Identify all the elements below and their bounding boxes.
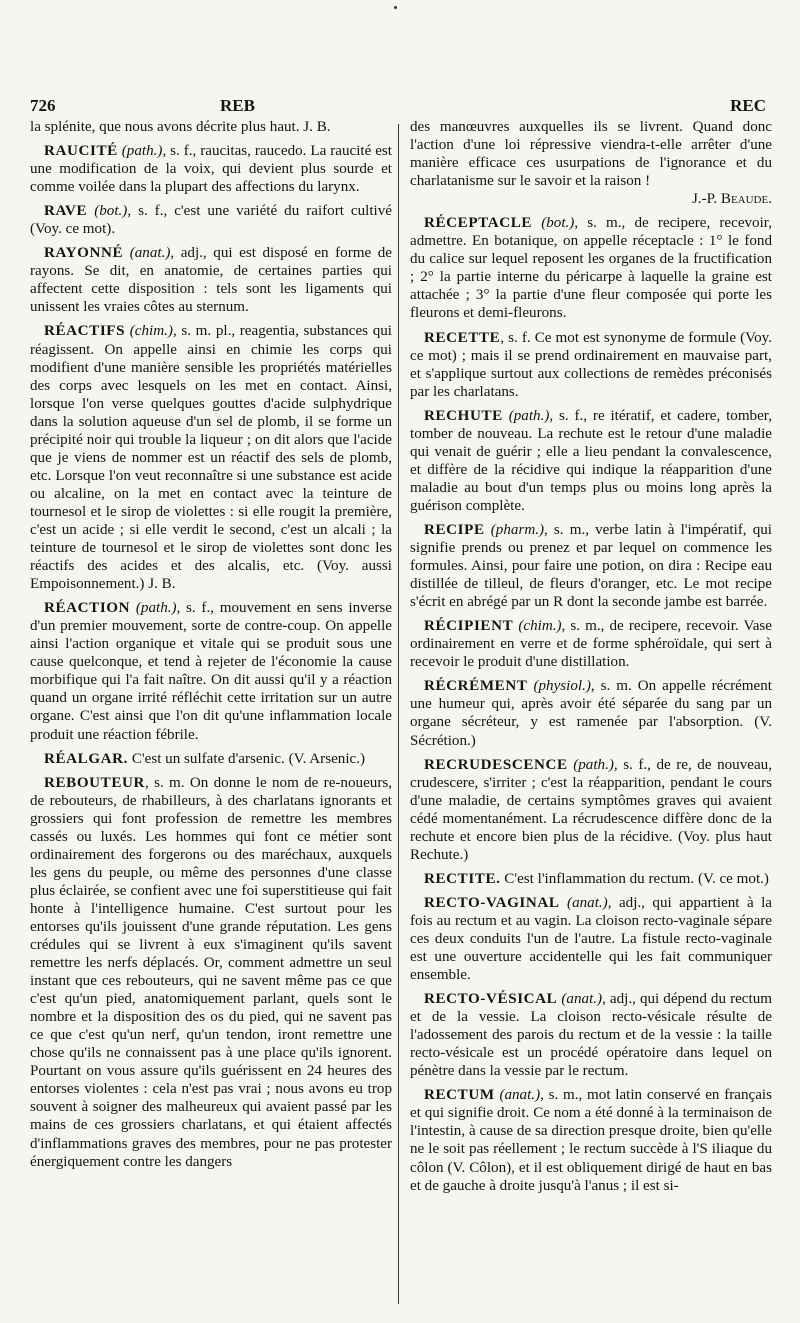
right-column <box>410 118 772 1201</box>
page-number: 726 <box>30 96 56 115</box>
entry-text: , s. m. On donne le nom de re-noueurs, de rebouteurs, de rhabilleurs, à des charlatans ignorants et grossiers qui font profession de remettre les membres cassés ou luxés. Les hommes qui font ce métier sont ordinairement des forgerons ou des maréchaux, auxquels les gens du peuple, ou même des personnes d'une classe plus éclairée, se confient avec une foi superstitieuse qui fait honte à l'intelligence humaine. C'est surtout pour les entorses qu'ils jouissent d'une grande réputation. Les gens crédules qui se livrent à eux s'imaginent qu'ils savent remettre les nerfs déplacés. Or, comment admettre un seul instant que ces rebouteurs, qui ne savent même pas ce que c'est qu'un pied, anatomiquement parlant, quels sont le nombre et la disposition des os du pied, qui ne savent pas ce que c'est qu'un nerf, qu'un tendon, iront remettre une chose qu'ils ne connaissent pas à une place qu'ils ignorent. Pourtant on vous assure qu'ils guérissent en 24 heures des entorses violentes : cela n'est pas vrai ; nous avons eu trop souvent à soigner des malheureux qui avaient passé par les mains de ces grossiers charlatans, et qui étaient affectés d'inflammations graves des membres, pour ne pas protester énergiquement contre les dangers <box>30 774 392 1170</box>
entry-text: la splénite, que nous avons décrite plus haut. J. B. <box>30 119 331 135</box>
left-running-head: REB <box>220 96 255 115</box>
entry-rayonne <box>30 244 392 316</box>
entry-text: , s. m. pl., reagentia, substances qui réagissent. On appelle ainsi en chimie les corps qui modifient d'une manière sensible les propriétés matérielles des corps avec lesquels on les met en contact. Ainsi, lorsque l'on verse quelques gouttes d'acide sulphydrique dans la solution aqueuse d'un sel de plomb, il se forme un précipité noir qui trouble la liqueur ; on dit alors que l'acide que je viens de nommer est un réactif des sels de plomb, etc. Lorsque l'on veut reconnaître si une substance est acide ou alcaline, on la met en contact avec la teinture de tournesol et le sirop de violettes : si elle rougit la première, c'est un acide ; si elle verdit le second, c'est un alcali ; la teinture de tournesol et le sirop de violettes sont donc les réactifs des acides et des alcalis, etc. (Voy. aussi Empoisonnement.) J. B. <box>30 323 392 593</box>
print-speck <box>394 6 397 9</box>
entry-text: , s. m. On appelle récrément une humeur qui, après avoir été séparée du sang par un organe sécréteur, y est ramenée par l'absorption. (V. Sécrétion.) <box>410 678 772 749</box>
author-signature: J.-P. Beaude. <box>691 191 772 208</box>
entry-reaction <box>30 599 392 743</box>
headword: RÉACTION <box>44 600 131 617</box>
entry-text: C'est l'inflammation du rectum. (V. ce mot.) <box>500 870 769 887</box>
entry-raucite <box>30 142 392 196</box>
entry-recrement <box>410 677 772 749</box>
entry-realgar <box>30 750 392 768</box>
headword: RÉACTIFS <box>44 323 126 340</box>
entry-text: , s. m., verbe latin à l'impératif, qui signifie prends ou prenez et par lequel on commence les formules. Ainsi, pour faire une potion, on dira : Recipe eau distillée de tilleul, de fleurs d'oranger, etc. Le mot recipe s'écrit en abrégé par un R dont la seconde jambe est barrée. <box>410 521 772 611</box>
entry-rectum <box>410 1086 772 1194</box>
headword: RECHUTE <box>424 407 503 424</box>
headword: REBOUTEUR <box>44 774 146 791</box>
headword: RAUCITÉ <box>44 143 118 160</box>
entry-receptacle <box>410 214 772 322</box>
entry-recto-vaginal <box>410 894 772 984</box>
entry-rebouteur-cont <box>410 118 772 208</box>
right-running-head: REC <box>730 96 766 115</box>
entry-text: C'est un sulfate d'arsenic. (V. Arsenic.) <box>128 750 366 767</box>
domain-label: (path.) <box>508 407 550 424</box>
entry-text: , adj., qui dépend du rectum et de la vessie. La cloison recto-vésicale résulte de l'adossement des parois du rectum et de la vessie : la taille recto-vésicale est un procédé opératoire dans lequel on pénètre dans la vessie par le rectum. <box>410 991 772 1080</box>
headword: RÉCEPTACLE <box>424 215 533 232</box>
domain-label: (anat.) <box>499 1087 541 1104</box>
entry-text: , s. f., raucitas, raucedo. La raucité est une modification de la voix, qui devient plus sourde et comme voilée dans la plupart des affections du larynx. <box>30 143 392 196</box>
headword: RECTUM <box>424 1087 495 1104</box>
domain-label: (anat.) <box>561 991 603 1008</box>
entry-splenite <box>30 118 392 136</box>
entry-text: , s. f., mouvement en sens inverse d'un premier mouvement, sorte de contre-coup. On appelle ainsi l'action organique et vitale qui se produit sous une cause quelconque, et tend à rejeter de l'économie la cause morbifique qui l'a fait naître. On dit aussi qu'il y a réaction quand un organe irrité réfléchit cette irritation sur un autre organe. C'est ainsi que l'on dit qu'une inflammation locale produit une réaction fébrile. <box>30 600 392 743</box>
entry-text: , s. m., de recipere, recevoir. Vase ordinairement en verre et de forme sphéroïdale, qui sert à recevoir le produit d'une distillation. <box>410 618 772 671</box>
headword: RECTO-VÉSICAL <box>424 991 558 1008</box>
entry-rechute <box>410 407 772 515</box>
entry-text: , s. f. Ce mot est synonyme de formule (Voy. ce mot) ; mais il se prend ordinairement en mauvaise part, et s'applique surtout aux collections de remèdes préconisés par les charlatans. <box>410 329 772 400</box>
entry-text: , adj., qui est disposé en forme de rayons. Se dit, en anatomie, de certaines parties qui affectent cette disposition : tels sont les ligaments qui unissent les vraies côtes au sternum. <box>30 245 392 316</box>
entry-text: , s. f., c'est une variété du raifort cultivé (Voy. ce mot). <box>30 203 392 238</box>
domain-label: (bot.) <box>94 203 128 220</box>
entry-rectite <box>410 870 772 888</box>
headword: RAVE <box>44 203 88 220</box>
entry-reactifs <box>30 322 392 593</box>
entry-text: des manœuvres auxquelles ils se livrent. Quand donc l'action d'une loi répressive viendra-t-elle arrêter d'une manière efficace ces usurpations de l'ignorance et du charlatanisme sur le savoir et la raison ! <box>410 119 772 190</box>
entry-recipient <box>410 617 772 671</box>
headword: RÉALGAR. <box>44 750 129 767</box>
domain-label: (anat.) <box>567 894 608 911</box>
headword: RAYONNÉ <box>44 245 124 262</box>
entry-rebouteur <box>30 774 392 1171</box>
domain-label: (path.) <box>135 600 177 617</box>
entry-text: , s. m., de recipere, recevoir, admettre. En botanique, on appelle réceptacle : 1° le fond du calice sur lequel reposent les organes de la fructification ; 2° la partie interne du péricarpe à laquelle la graine est attachée ; 3° la partie d'une fleur composée qui porte les fleurons et demi-fleurons. <box>410 215 772 322</box>
entry-recipe <box>410 521 772 611</box>
domain-label: (bot.) <box>541 215 575 232</box>
headword: RECETTE <box>424 329 501 346</box>
domain-label: (path.) <box>121 143 163 160</box>
entry-text: , s. m., mot latin conservé en français et qui signifie droit. Ce nom a été donné à la terminaison de l'intestin, à cause de sa direction presque droite, bien qu'elle ne le soit pas réellement ; le rectum succède à l'S iliaque du côlon (V. Côlon), et il est obliquement dirigé de haut en bas et de gauche à droite jusqu'à l'anus ; il est si- <box>410 1087 772 1194</box>
headword: RÉCRÉMENT <box>424 678 528 695</box>
entry-recrudescence <box>410 756 772 864</box>
domain-label: (path.) <box>573 756 614 773</box>
running-header <box>30 96 774 118</box>
entry-rave <box>30 202 392 238</box>
left-column <box>30 118 392 1177</box>
headword: RECIPE <box>424 521 485 538</box>
column-divider <box>398 124 399 1304</box>
domain-label: (chim.) <box>129 323 173 340</box>
domain-label: (pharm.) <box>490 521 545 538</box>
headword: RECTITE. <box>424 870 501 887</box>
domain-label: (chim.) <box>518 618 562 635</box>
entry-recto-vesical <box>410 990 772 1080</box>
headword: RECTO-VAGINAL <box>424 894 560 911</box>
entry-text: , s. f., de re, de nouveau, crudescere, s'irriter ; c'est la réapparition, pendant le cours d'une maladie, de certains symptômes graves qui avaient cédé momentanément. La récrudescence diffère donc de la rechute et encore bien plus de la récidive. (Voy. plus haut Rechute.) <box>410 756 772 863</box>
domain-label: (physiol.) <box>533 678 591 695</box>
entry-text: , adj., qui appartient à la fois au rectum et au vagin. La cloison recto-vaginale sépare ces deux conduits l'un de l'autre. La fistule recto-vaginale est une ouverture accidentelle qui les fait communiquer ensemble. <box>410 894 772 984</box>
entry-text: , s. f., re itératif, et cadere, tomber, tomber de nouveau. La rechute est le retour d'une maladie qui venait de guérir ; elle a lieu pendant la convalescence, et diffère de la récidive qui indique la réapparition d'une maladie au bout d'un temps plus ou moins long après la guérison complète. <box>410 407 772 514</box>
entry-recette <box>410 329 772 401</box>
headword: RECRUDESCENCE <box>424 756 568 773</box>
domain-label: (anat.) <box>129 245 171 262</box>
headword: RÉCIPIENT <box>424 618 514 635</box>
